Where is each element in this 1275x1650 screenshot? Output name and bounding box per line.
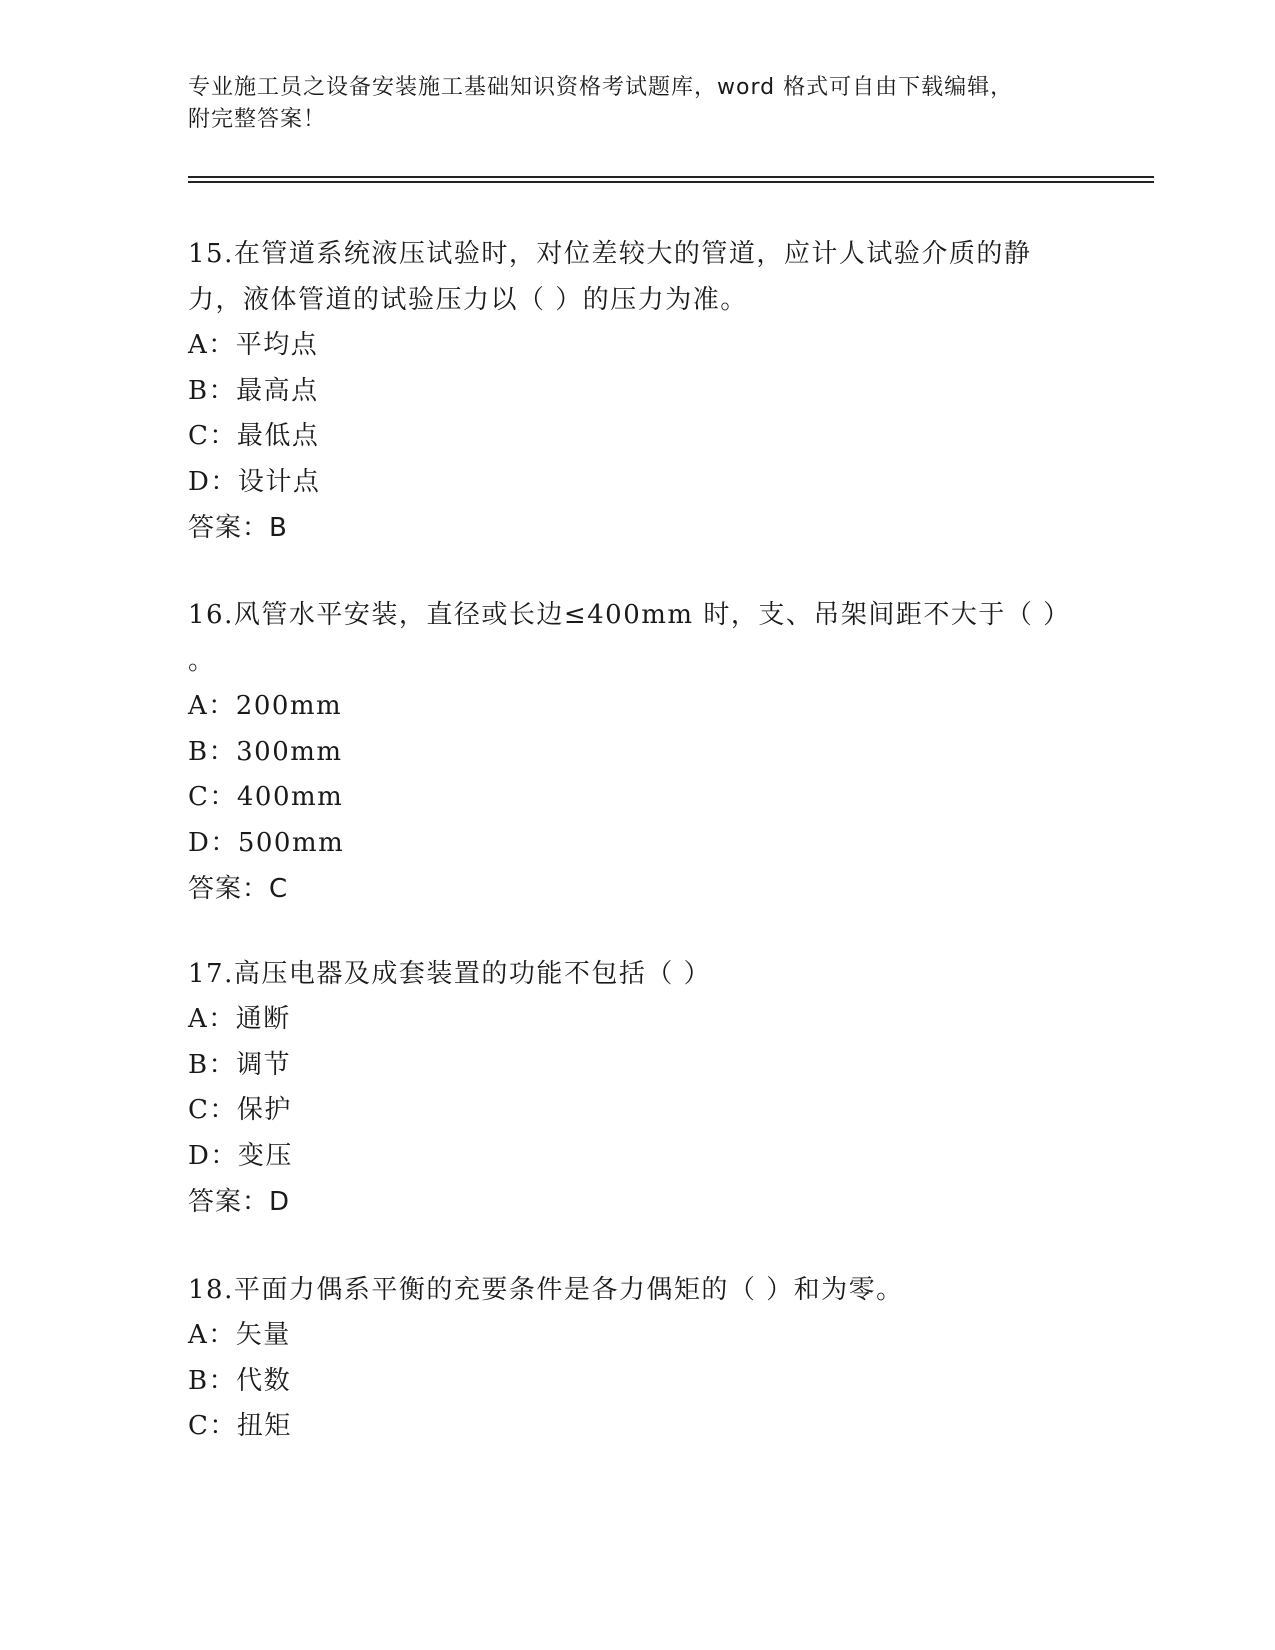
header-line-2: 附完整答案！ [188, 107, 327, 132]
question-16 [188, 592, 1071, 912]
question-stem-line: 16.风管水平安装，直径或长边≤400mm 时，支、吊架间距不大于（ ） [188, 600, 1071, 630]
option-c: C：400mm [188, 782, 344, 812]
option-a: A：通断 [188, 1004, 291, 1034]
question-stem-line: 17.高压电器及成套装置的功能不包括（ ） [188, 959, 712, 989]
option-a: A：200mm [188, 691, 343, 721]
question-stem-line: 15.在管道系统液压试验时，对位差较大的管道，应计人试验介质的静 [188, 239, 1032, 269]
answer-line: 答案：C [188, 874, 289, 904]
question-17 [188, 951, 1068, 1225]
option-d: D：设计点 [188, 466, 321, 497]
option-d: D：变压 [188, 1140, 293, 1171]
question-stem-line: 。 [188, 646, 216, 676]
question-stem-line: 力，液体管道的试验压力以（ ）的压力为准。 [188, 285, 748, 315]
header-divider-bottom [188, 181, 1154, 183]
answer-line: 答案：B [188, 513, 288, 543]
option-b: B：代数 [188, 1365, 292, 1396]
option-c: C：保护 [188, 1095, 292, 1125]
header-line-1: 专业施工员之设备安装施工基础知识资格考试题库，word 格式可自由下载编辑， [188, 75, 1014, 100]
option-d: D：500mm [188, 827, 345, 858]
option-c: C：最低点 [188, 421, 320, 451]
option-a: A：矢量 [188, 1320, 291, 1350]
option-a: A：平均点 [188, 330, 319, 360]
question-18 [188, 1267, 1068, 1450]
option-b: B：最高点 [188, 375, 319, 406]
option-b: B：300mm [188, 736, 343, 767]
answer-line: 答案：D [188, 1187, 291, 1217]
option-b: B：调节 [188, 1049, 292, 1080]
header-divider-top [188, 176, 1154, 178]
question-stem-line: 18.平面力偶系平衡的充要条件是各力偶矩的（ ）和为零。 [188, 1275, 904, 1305]
document-header [188, 72, 1068, 136]
option-c: C：扭矩 [188, 1411, 292, 1441]
question-15 [188, 231, 1068, 551]
